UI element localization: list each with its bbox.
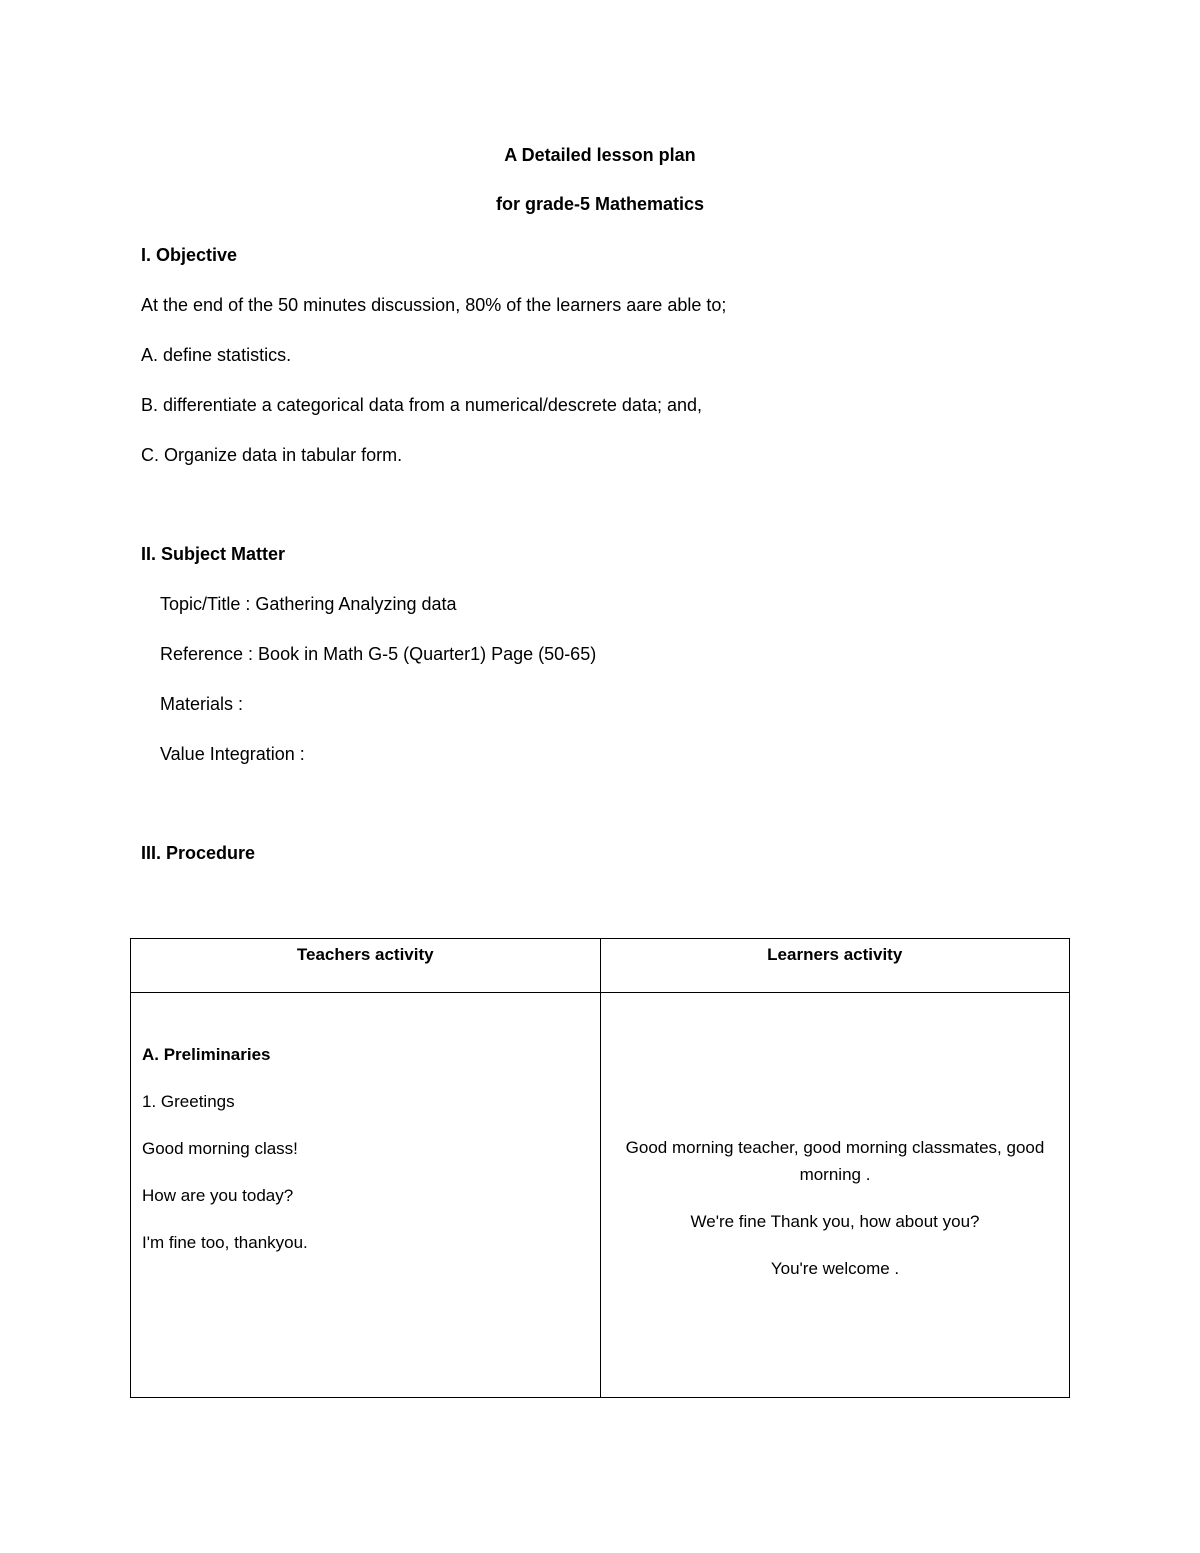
teacher-line: Good morning class! [142,1139,298,1158]
procedure-table [130,938,1070,1398]
subject-value-integration: Value Integration : [160,744,305,764]
learner-line: We're fine Thank you, how about you? [690,1212,980,1231]
subject-materials: Materials : [160,694,244,714]
teacher-line: I'm fine too, thankyou. [142,1233,308,1252]
objective-intro: At the end of the 50 minutes discussion, 80% of the learners aare able to; [141,295,727,315]
subject-reference: Reference : Book in Math G-5 (Quarter1) Page (50-65) [160,644,597,664]
objective-item-c: C. Organize data in tabular form. [141,445,403,465]
learners-activity-cell [600,993,1070,1398]
learner-line: You're welcome . [770,1259,900,1278]
objective-item-a: A. define statistics. [141,345,292,365]
objective-item-b: B. differentiate a categorical data from a numerical/descrete data; and, [141,395,702,415]
document-title: A Detailed lesson plan [504,145,696,165]
header-teachers-activity: Teachers activity [131,939,601,993]
learner-line: Good morning teacher, good morning classmates, good morning . [625,1138,1045,1184]
subject-topic: Topic/Title : Gathering Analyzing data [160,594,457,614]
preliminaries-heading: A. Preliminaries [142,1045,271,1064]
subject-matter-heading: II. Subject Matter [141,544,286,564]
table-header-row [131,939,1070,993]
objective-heading: I. Objective [141,245,238,265]
greetings-step: 1. Greetings [142,1092,235,1111]
procedure-heading: III. Procedure [141,843,256,863]
document-subtitle: for grade-5 Mathematics [495,194,705,214]
table-row [131,993,1070,1398]
teachers-activity-cell [131,993,601,1398]
teacher-line: How are you today? [142,1186,294,1205]
header-learners-activity: Learners activity [600,939,1070,993]
